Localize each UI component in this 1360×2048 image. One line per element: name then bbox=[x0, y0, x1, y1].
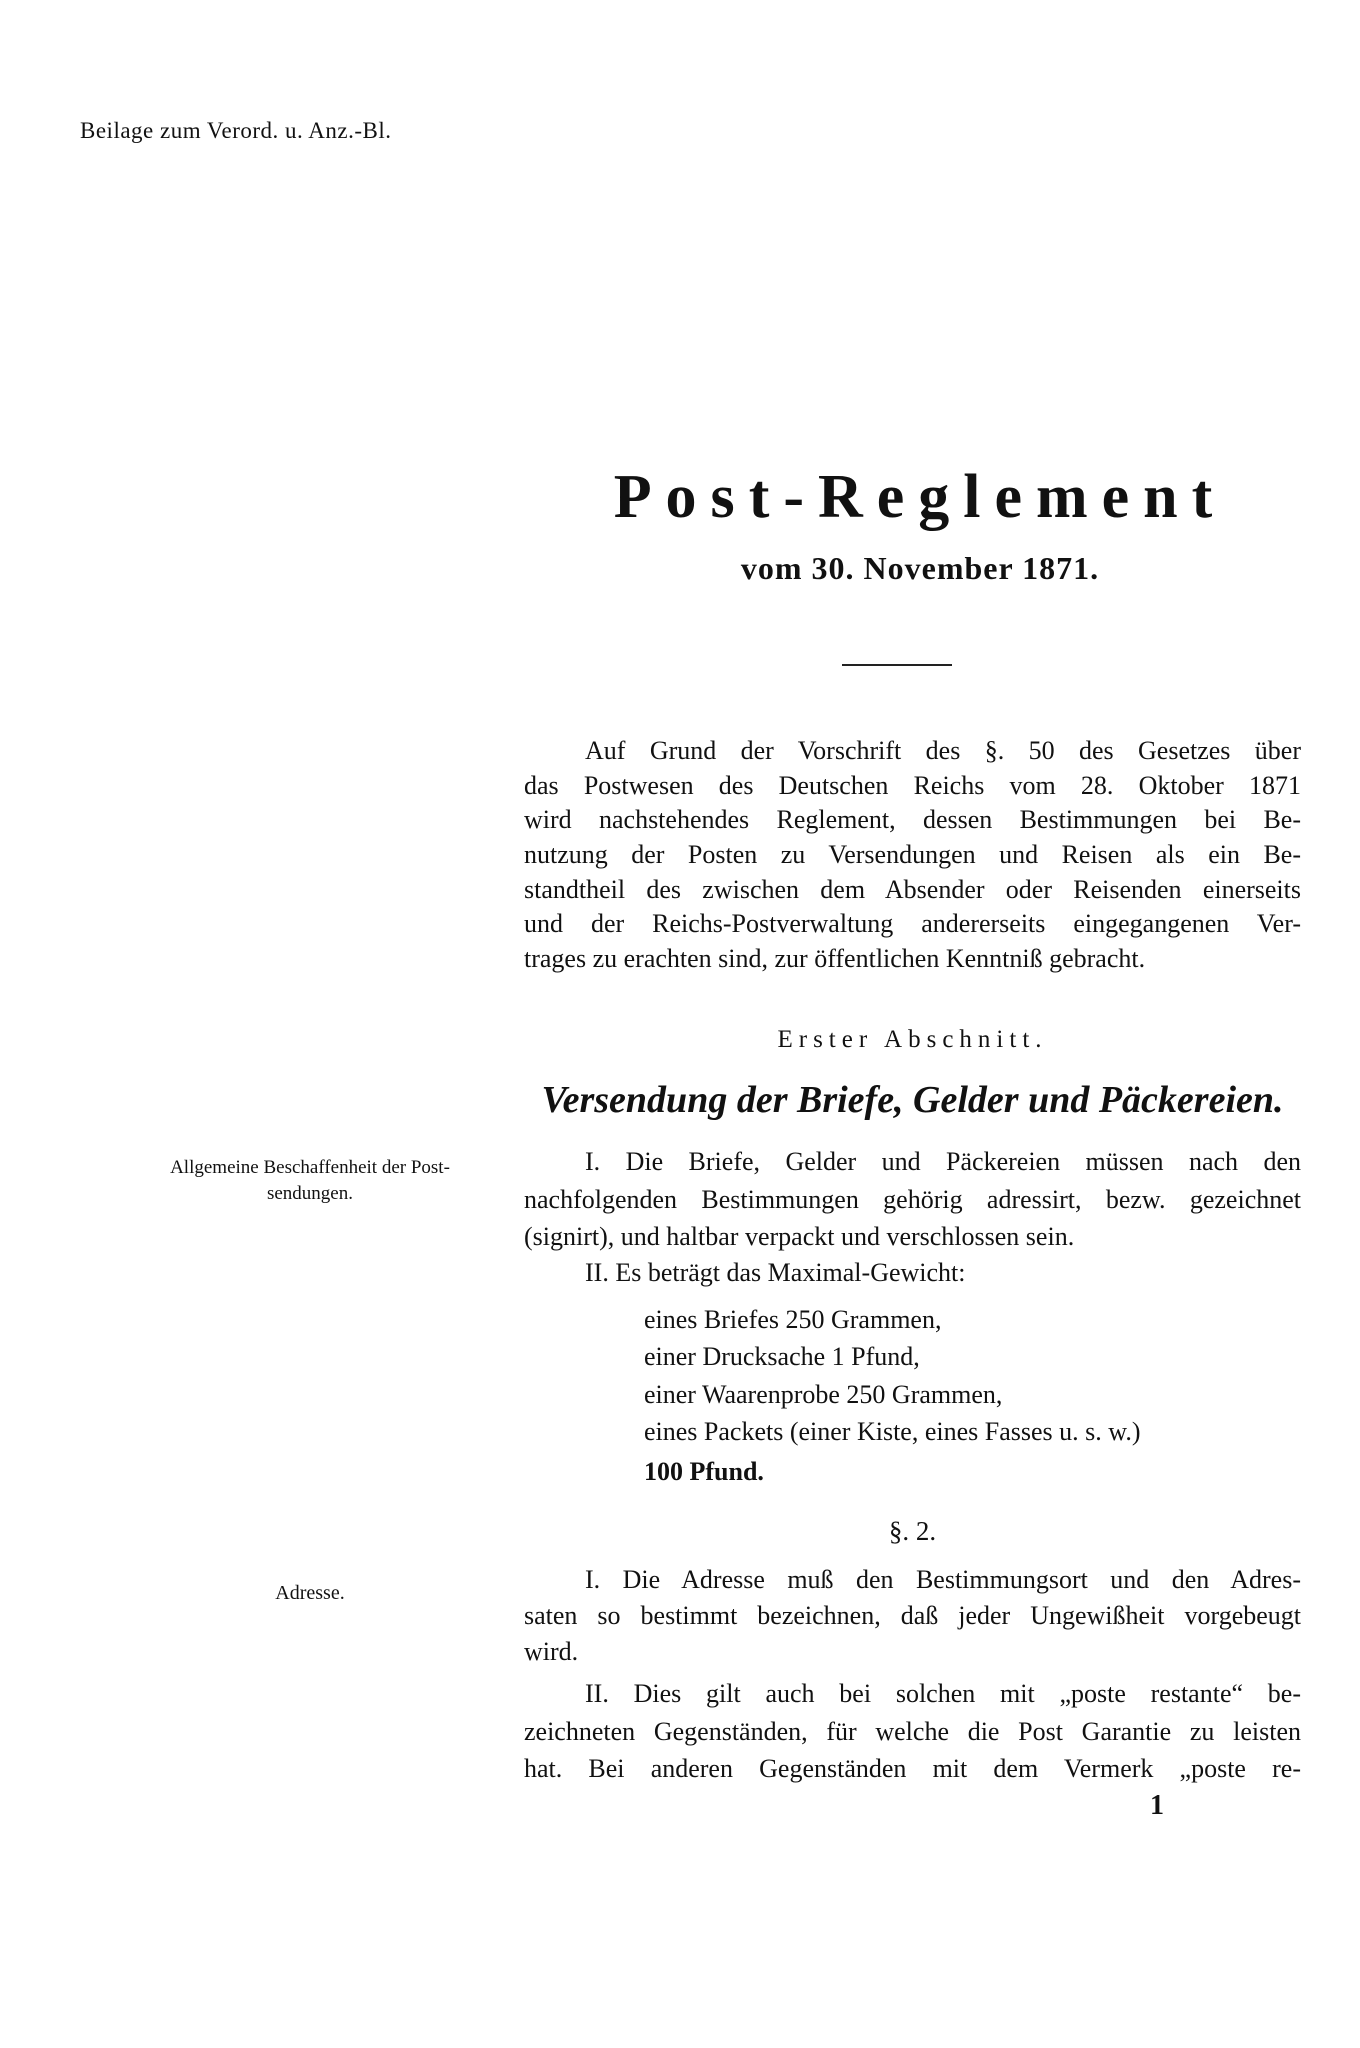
clause-line: I. Die Adresse muß den Bestimmungsort und den Adres- bbox=[585, 1565, 1301, 1594]
running-header: Beilage zum Verord. u. Anz.-Bl. bbox=[80, 118, 392, 143]
section-label: Erster Abschnitt. bbox=[777, 1026, 1048, 1053]
clause-line: saten so bestimmt bezeichnen, daß jeder Ungewißheit vorgebeugt bbox=[524, 1601, 1301, 1630]
clause-line: hat. Bei anderen Gegenständen mit dem Vermerk „poste re- bbox=[524, 1754, 1301, 1783]
document-subtitle: vom 30. November 1871. bbox=[740, 550, 1100, 586]
preamble-line: nutzung der Posten zu Versendungen und Reisen als ein Be- bbox=[524, 840, 1301, 869]
margin-note bbox=[100, 1155, 520, 1207]
clause-line: zeichneten Gegenständen, für welche die Post Garantie zu leisten bbox=[524, 1717, 1301, 1746]
preamble-line: das Postwesen des Deutschen Reichs vom 28. Oktober 1871 bbox=[524, 771, 1301, 800]
weight-item: eines Packets (einer Kiste, eines Fasses u. s. w.) bbox=[644, 1417, 1141, 1446]
weight-item: 100 Pfund. bbox=[644, 1457, 764, 1486]
document-title: Post-Reglement bbox=[613, 463, 1227, 531]
clause-line: II. Es beträgt das Maximal-Gewicht: bbox=[585, 1258, 966, 1287]
clause-line: wird. bbox=[524, 1637, 579, 1666]
clause-line: (signirt), und haltbar verpackt und verschlossen sein. bbox=[524, 1222, 1075, 1251]
margin-note-line: sendungen. bbox=[266, 1183, 353, 1204]
preamble-line: wird nachstehendes Reglement, dessen Bestimmungen bei Be- bbox=[524, 805, 1301, 834]
paragraph-mark: §. 2. bbox=[888, 1516, 937, 1546]
section-title: Versendung der Briefe, Gelder und Päckereien. bbox=[541, 1079, 1284, 1121]
preamble-line: standtheil des zwischen dem Absender oder Reisenden einerseits bbox=[524, 875, 1301, 904]
weight-item: einer Drucksache 1 Pfund, bbox=[644, 1342, 920, 1371]
divider-rule bbox=[842, 664, 952, 666]
preamble-line: und der Reichs-Postverwaltung andererseits eingegangenen Ver- bbox=[524, 909, 1301, 938]
margin-note: Adresse. bbox=[275, 1582, 345, 1604]
page-number: 1 bbox=[1150, 1790, 1164, 1821]
preamble-line: Auf Grund der Vorschrift des §. 50 des Gesetzes über bbox=[585, 736, 1301, 765]
preamble-line: trages zu erachten sind, zur öffentlichen Kenntniß gebracht. bbox=[524, 944, 1146, 973]
clause-line: II. Dies gilt auch bei solchen mit „poste restante“ be- bbox=[585, 1679, 1301, 1708]
weight-item: einer Waarenprobe 250 Grammen, bbox=[644, 1380, 1003, 1409]
weight-item: eines Briefes 250 Grammen, bbox=[644, 1305, 942, 1334]
clause-line: nachfolgenden Bestimmungen gehörig adressirt, bezw. gezeichnet bbox=[524, 1185, 1301, 1214]
margin-note-line: Allgemeine Beschaffenheit der Post- bbox=[170, 1157, 450, 1178]
clause-line: I. Die Briefe, Gelder und Päckereien müssen nach den bbox=[585, 1147, 1301, 1176]
